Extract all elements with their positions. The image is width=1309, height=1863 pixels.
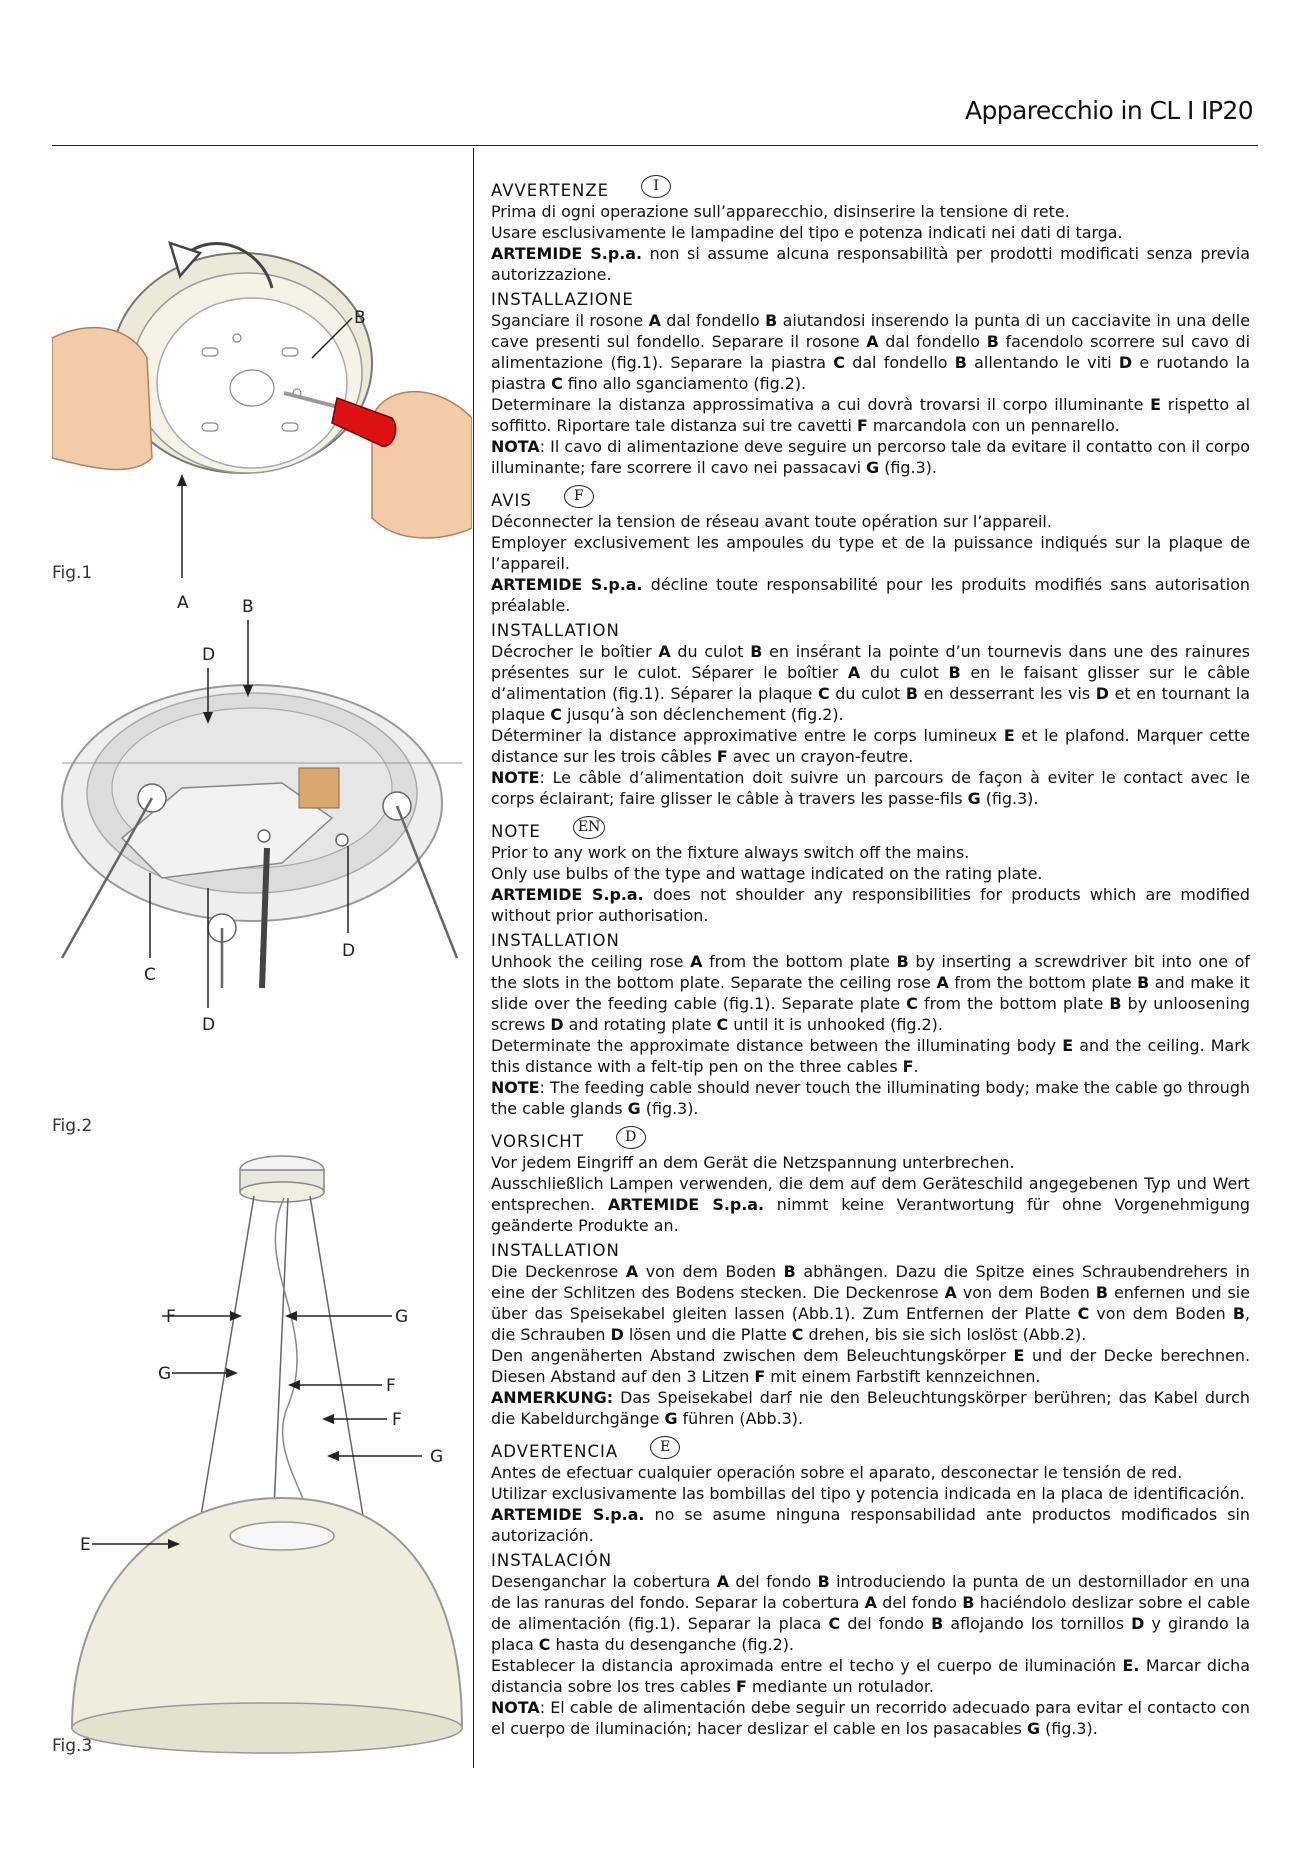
fig3-label: Fig.3	[52, 1736, 93, 1756]
callout-g-1: G	[395, 1307, 409, 1327]
callout-d-bottom: D	[202, 1015, 216, 1035]
fig2-illustration	[52, 588, 472, 1068]
fig1-illustration	[52, 198, 472, 638]
warning-paragraph: Déconnecter la tension de réseau avant toute opération sur l’appareil.	[491, 512, 1052, 531]
warning-paragraph: Vor jedem Eingriff an dem Gerät die Netzspannung unterbrechen.	[491, 1153, 1015, 1172]
installation-block	[491, 1550, 1250, 1739]
section-heading: NOTE	[491, 821, 541, 841]
fig2-label: Fig.2	[52, 1116, 93, 1136]
warning-paragraph: Employer exclusivement les ampoules du type et de la puissance indiqués sur la plaque de l’appareil.	[491, 533, 1250, 573]
warning-paragraph: Only use bulbs of the type and wattage indicated on the rating plate.	[491, 864, 1043, 883]
callout-f-2: F	[386, 1376, 396, 1396]
installation-block	[491, 620, 1250, 809]
callout-g-2: G	[158, 1364, 172, 1384]
installation-paragraph: Establecer la distancia aproximada entre el techo y el cuerpo de iluminación E. Marcar dicha distancia sobre los tres cables F mediante un rotulador.	[491, 1656, 1250, 1696]
installation-heading: INSTALLATION	[491, 1241, 620, 1260]
warning-paragraph: Ausschließlich Lampen verwenden, die dem auf dem Geräteschild angegebenen Typ und Wert entsprechen. ARTEMIDE S.p.a. nimmt keine Verantwortung für ohne Vorgenehmigung geänderte Produkte an.	[491, 1174, 1250, 1235]
installation-paragraph: Den angenäherten Abstand zwischen dem Beleuchtungskörper E und der Decke berechnen. Diesen Abstand auf den 3 Litzen F mit einem Farbstift kennzeichnen.	[491, 1346, 1251, 1386]
section-heading: AVVERTENZE	[491, 180, 610, 200]
header-divider	[52, 145, 1258, 146]
instructions-column	[491, 178, 1250, 1749]
column-divider	[473, 148, 474, 1768]
section-header	[491, 178, 1250, 202]
page-title: Apparecchio in CL I IP20	[964, 96, 1253, 125]
installation-paragraph: Determinate the approximate distance between the illuminating body E and the ceiling. Mark this distance with a felt-tip pen on the three cables F.	[491, 1036, 1250, 1076]
section-header	[491, 1439, 1250, 1463]
warning-paragraph: ARTEMIDE S.p.a. does not shoulder any responsibilities for products which are modified without prior authorisation.	[491, 885, 1250, 925]
installation-block	[491, 1240, 1250, 1429]
installation-heading: INSTALACIÓN	[491, 1551, 613, 1570]
installation-paragraph: Sganciare il rosone A dal fondello B aiutandosi inserendo la punta di un cacciavite in una delle cave presenti sul fondello. Separare il rosone A dal fondello B facendolo scorrere sul cavo di alimentazione (fig.1). Separare la piastra C dal fondello B allentando le viti D e ruotando la piastra C fino allo sganciamento (fig.2).	[491, 311, 1250, 393]
callout-g-3: G	[430, 1447, 444, 1467]
section-header	[491, 819, 1250, 843]
section-heading: VORSICHT	[491, 1131, 584, 1151]
installation-paragraph: Die Deckenrose A von dem Boden B abhängen. Dazu die Spitze eines Schraubendrehers in eine der Schlitzen des Bodens stecken. Die Deckenrose A von dem Boden B enfernen und sie über das Speisekabel gleiten lassen (Abb.1). Zum Entfernen der Platte C von dem Boden B, die Schrauben D lösen und die Platte C drehen, bis sie sich loslöst (Abb.2).	[491, 1262, 1250, 1344]
installation-paragraph: Unhook the ceiling rose A from the bottom plate B by inserting a screwdriver bit into one of the slots in the bottom plate. Separate the ceiling rose A from the bottom plate B and make it slide over the feeding cable (fig.1). Separate plate C from the bottom plate B by unloosening screws D and rotating plate C until it is unhooked (fig.2).	[491, 952, 1250, 1034]
section-e	[491, 1439, 1250, 1739]
callout-f-3: F	[392, 1410, 402, 1430]
installation-paragraph: Desenganchar la cobertura A del fondo B introduciendo la punta de un destornillador en una de las ranuras del fondo. Separar la cobertura A del fondo B haciéndolo deslizar sobre el cable de alimentación (fig.1). Separar la placa C del fondo B aflojando los tornillos D y girando la placa C hasta du desenganche (fig.2).	[491, 1572, 1250, 1654]
callout-f-1: F	[166, 1307, 176, 1327]
callout-d-right: D	[342, 941, 356, 961]
installation-paragraph: Décrocher le boîtier A du culot B en insérant la pointe d’un tournevis dans une des rainures présentes sur le culot. Séparer le boîtier A du culot B en le faisant glisser sur le câble d’alimentation (fig.1). Séparer la plaque C du culot B en desserrant les vis D et en tournant la plaque C jusqu’à son déclenchement (fig.2).	[491, 642, 1250, 724]
installation-heading: INSTALLATION	[491, 621, 620, 640]
warning-paragraph: Prima di ogni operazione sull’apparecchio, disinserire la tensione di rete.	[491, 202, 1070, 221]
warning-paragraph: ARTEMIDE S.p.a. no se asume ninguna responsabilidad ante productos modificados sin autorización.	[491, 1505, 1250, 1545]
callout-b: B	[354, 308, 366, 328]
language-badge: D	[616, 1126, 646, 1149]
installation-block	[491, 289, 1250, 478]
section-d	[491, 1129, 1250, 1429]
warning-paragraph: Utilizar exclusivamente las bombillas del tipo y potencia indicada en la placa de identificación.	[491, 1484, 1245, 1503]
installation-paragraph: NOTE: Le câble d’alimentation doit suivre un parcours de façon à eviter le contact avec le corps éclairant; faire glisser le câble à travers les passe-fils G (fig.3).	[491, 768, 1250, 808]
warning-paragraph: ARTEMIDE S.p.a. décline toute responsabilité pour les produits modifiés sans autorisation préalable.	[491, 575, 1250, 615]
warning-paragraph: ARTEMIDE S.p.a. non si assume alcuna responsabilità per prodotti modificati senza previa autorizzazione.	[491, 244, 1250, 284]
installation-paragraph: NOTA: El cable de alimentación debe seguir un recorrido adecuado para evitar el contacto con el cuerpo de iluminación; hacer deslizar el cable en los pasacables G (fig.3).	[491, 1698, 1250, 1738]
language-badge: I	[641, 175, 671, 198]
section-header	[491, 1129, 1250, 1153]
callout-b: B	[242, 597, 254, 617]
section-i	[491, 178, 1250, 478]
figures-column	[0, 148, 472, 1768]
section-heading: AVIS	[491, 490, 532, 510]
installation-heading: INSTALLATION	[491, 931, 620, 950]
section-f	[491, 488, 1250, 809]
installation-heading: INSTALLAZIONE	[491, 290, 634, 309]
installation-paragraph: NOTA: Il cavo di alimentazione deve seguire un percorso tale da evitare il contatto con il corpo illuminante; fare scorrere il cavo nei passacavi G (fig.3).	[491, 437, 1250, 477]
installation-paragraph: ANMERKUNG: Das Speisekabel darf nie den Beleuchtungskörper berühren; das Kabel durch die Kabeldurchgänge G führen (Abb.3).	[491, 1388, 1250, 1428]
warning-paragraph: Prior to any work on the fixture always switch off the mains.	[491, 843, 970, 862]
installation-paragraph: Determinare la distanza approssimativa a cui dovrà trovarsi il corpo illuminante E rispetto al soffitto. Riportare tale distanza sui tre cavetti F marcandola con un pennarello.	[491, 395, 1251, 435]
callout-d-top: D	[202, 645, 216, 665]
installation-paragraph: NOTE: The feeding cable should never touch the illuminating body; make the cable go through the cable glands G (fig.3).	[491, 1078, 1251, 1118]
callout-e: E	[80, 1535, 91, 1555]
section-heading: ADVERTENCIA	[491, 1441, 619, 1461]
language-badge: E	[650, 1436, 680, 1459]
warning-paragraph: Usare esclusivamente le lampadine del tipo e potenza indicati nei dati di targa.	[491, 223, 1123, 242]
fig3-illustration	[52, 1148, 472, 1758]
section-header	[491, 488, 1250, 512]
installation-block	[491, 930, 1250, 1119]
installation-paragraph: Déterminer la distance approximative entre le corps lumineux E et le plafond. Marquer cette distance sur les trois câbles F avec un crayon-feutre.	[491, 726, 1250, 766]
callout-c: C	[144, 965, 156, 985]
language-badge: EN	[573, 816, 605, 839]
fig1-label: Fig.1	[52, 563, 93, 583]
callout-a: A	[177, 593, 189, 613]
section-en	[491, 819, 1250, 1119]
warning-paragraph: Antes de efectuar cualquier operación sobre el aparato, desconectar le tensión de red.	[491, 1463, 1183, 1482]
language-badge: F	[564, 485, 594, 508]
